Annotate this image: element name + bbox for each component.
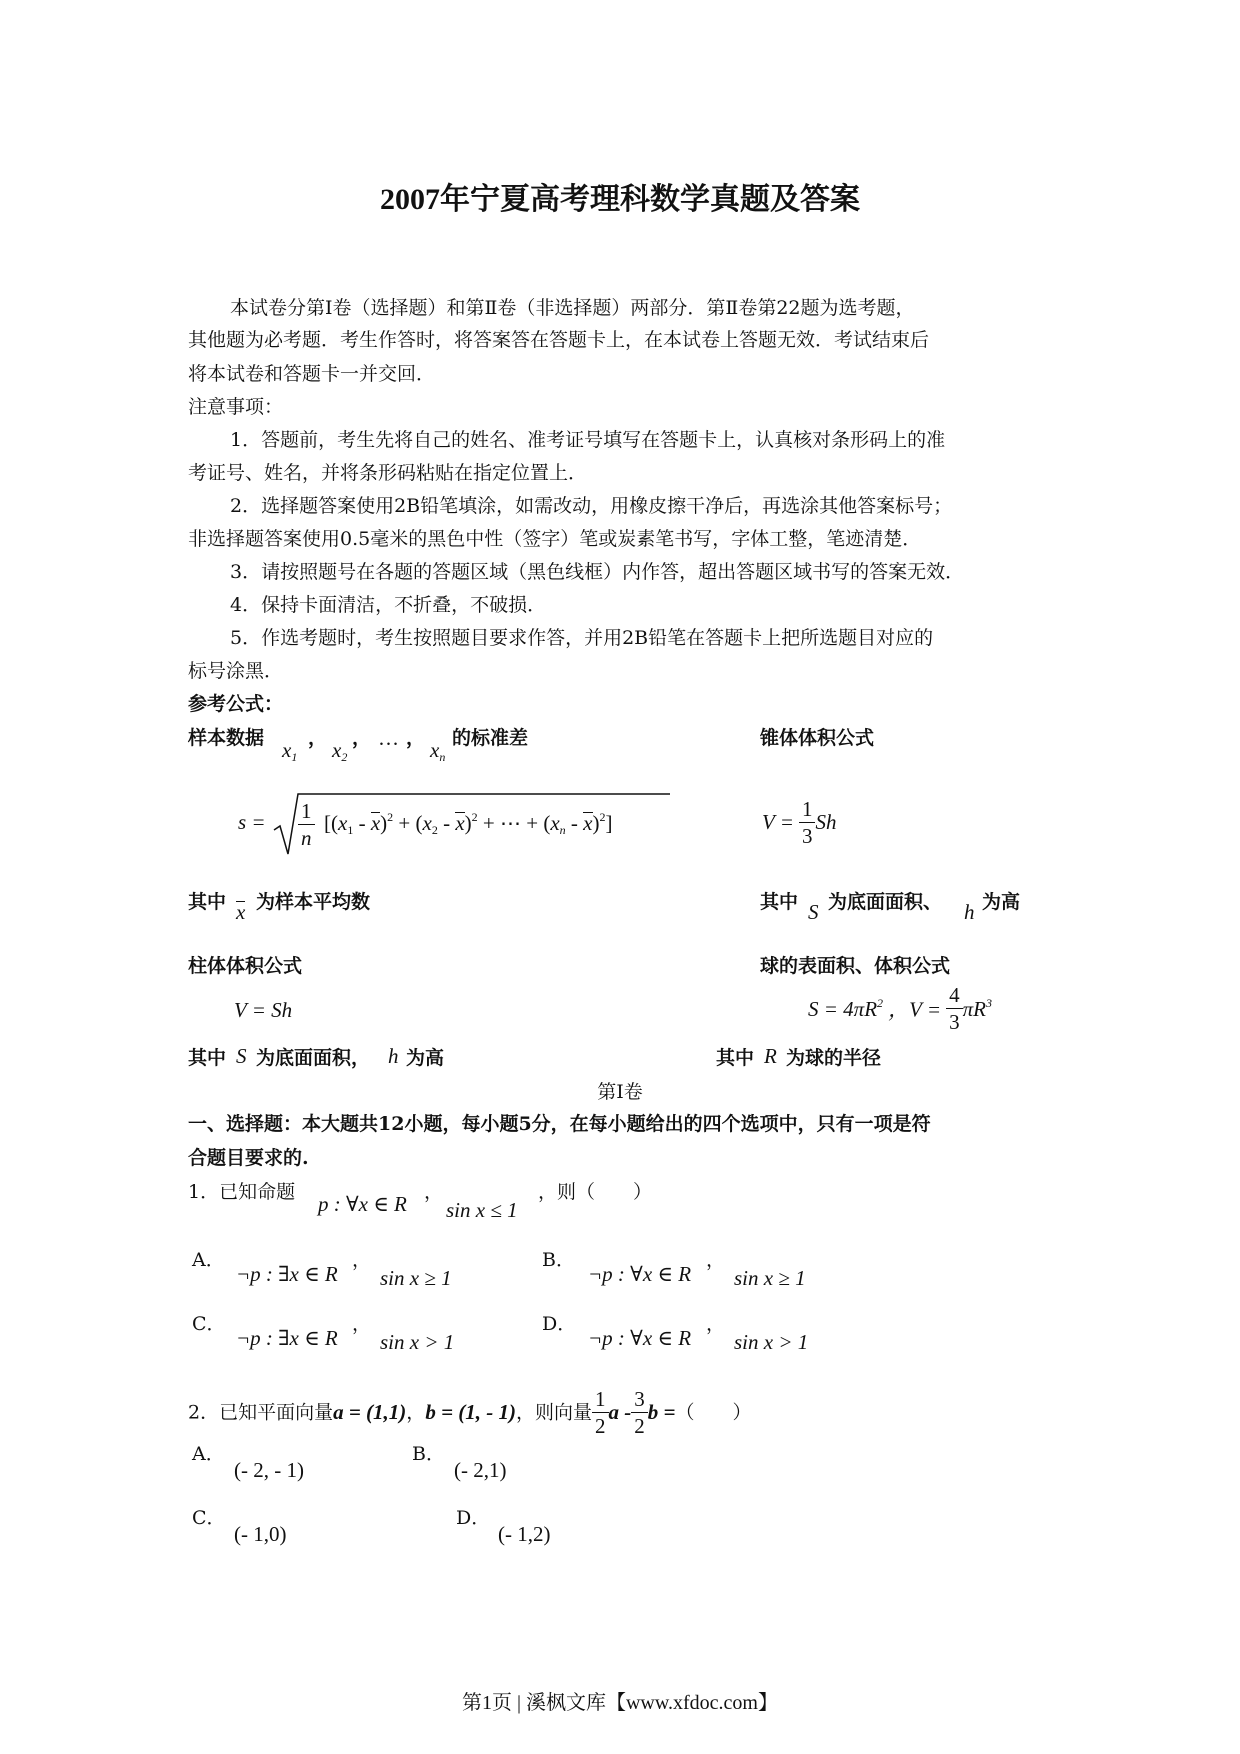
q2-stem-mid: ，则向量 (516, 1401, 593, 1424)
q1-option-A-math2: sin x ≥ 1 (380, 1266, 452, 1290)
section1-heading-line-2: 合题目要求的. (188, 1147, 309, 1169)
q1-option-A-label: A． (192, 1249, 225, 1271)
q2-option-C-value: (- 1,0) (234, 1522, 287, 1546)
sd-formula-lhs: s = (238, 810, 266, 834)
q1-option-D-math1: ¬p : ∀x ∈ R (588, 1326, 692, 1350)
prism-formula: V = Sh (234, 998, 293, 1022)
intro-line-2: 其他题为必考题．考生作答时，将答案答在答题卡上，在本试卷上答题无效．考试结束后 (188, 329, 930, 351)
sd-formula-frac: $\frac{1}{n}$ (298, 798, 315, 851)
q1-stem-math1: p : ∀x ∈ R (318, 1192, 407, 1216)
q1-option-C-label: C． (192, 1313, 226, 1335)
sphere-area: $S = 4\pi R^2$ (808, 995, 884, 1021)
sd-comma-1: ， (308, 727, 328, 749)
q1-option-C-math2: sin x > 1 (380, 1330, 455, 1354)
q2-vec-a: a = (1,1) (333, 1400, 407, 1424)
sphere-note-pre: 其中 (716, 1047, 755, 1069)
q1-stem-pre: 1．已知命题 (188, 1181, 296, 1203)
q2-option-A-value: (- 2, - 1) (234, 1458, 304, 1482)
sd-x1: $x_1$ (282, 738, 298, 764)
cone-formula-frac: $\frac{1}{3}$ (799, 796, 816, 849)
sd-label-pre: 样本数据 (188, 727, 265, 749)
notice-heading: 注意事项： (188, 396, 284, 418)
q1-stem-comma: ， (424, 1181, 444, 1203)
notice-item-2-line-1: 2．选择题答案使用2B铅笔填涂，如需改动，用橡皮擦干净后，再选涂其他答案标号； (230, 495, 953, 517)
notice-item-3: 3．请按照题号在各题的答题区域（黑色线框）内作答，超出答题区域书写的答案无效． (230, 561, 965, 583)
intro-line-3: 将本试卷和答题卡一并交回． (188, 363, 436, 385)
sd-x2: $x_2$ (332, 738, 348, 764)
notice-item-5-line-1: 5．作选考题时，考生按照题目要求作答，并用2B铅笔在答题卡上把所选题目对应的 (230, 627, 934, 649)
prism-note-post: 为高 (406, 1047, 445, 1069)
sd-label (188, 724, 264, 752)
q2-option-C-label: C． (192, 1507, 226, 1529)
q2-vec-b: b = (1, - 1) (425, 1400, 517, 1424)
cone-note-pre: 其中 (760, 891, 799, 913)
q2-stem-pre: 2．已知平面向量 (188, 1401, 334, 1424)
q1-option-B-comma: ， (706, 1249, 726, 1271)
q1-stem-post: ，则（ ） (538, 1181, 653, 1203)
sphere-frac: $\frac{4}{3}$ (946, 982, 963, 1035)
q1-option-D-label: D． (542, 1313, 577, 1335)
sphere-label: 球的表面积、体积公式 (760, 955, 951, 977)
cone-note-mid: 为底面面积、 (828, 891, 943, 913)
sphere-note-post: 为球的半径 (786, 1047, 882, 1069)
sd-formula-body: [$(x_1 - x)^2 + (x_2 - x)^2$ + ⋯ + $(x_n - x)^2$] (324, 810, 613, 837)
notice-item-1-line-1: 1．答题前，考生先将自己的姓名、准考证号填写在答题卡上，认真核对条形码上的准 (230, 429, 946, 451)
cone-note-h: h (964, 900, 975, 924)
mean-note-post: 为样本平均数 (256, 891, 371, 913)
prism-note-pre: 其中 (188, 1047, 227, 1069)
cone-label: 锥体体积公式 (760, 727, 875, 749)
q1-option-B-math2: sin x ≥ 1 (734, 1266, 806, 1290)
q2-frac-2: $\frac{3}{2}$ (631, 1386, 648, 1439)
q2-option-B-value: (- 2,1) (454, 1458, 507, 1482)
sd-label-post: 的标准差 (452, 727, 529, 749)
q1-stem-math2: sin x ≤ 1 (446, 1198, 518, 1222)
notice-item-2-line-2: 非选择题答案使用0.5毫米的黑色中性（签字）笔或炭素笔书写，字体工整，笔迹清楚． (188, 528, 922, 550)
mean-xbar: x (236, 900, 246, 924)
sphere-volume-rhs: $\pi R^3$ (962, 995, 992, 1021)
prism-note-mid: 为底面面积， (256, 1047, 371, 1069)
prism-note-S: S (236, 1044, 247, 1068)
q2-option-A-label: A． (192, 1443, 225, 1465)
q2-stem-post: （ ） (675, 1401, 752, 1424)
q2-frac-1: $\frac{1}{2}$ (592, 1386, 609, 1439)
q1-option-D-math2: sin x > 1 (734, 1330, 809, 1354)
section1-heading-line-1: 一、选择题：本大题共12小题，每小题5分，在每小题给出的四个选项中，只有一项是符 (188, 1113, 931, 1135)
formulas-heading: 参考公式： (188, 693, 284, 715)
notice-item-1-line-2: 考证号、姓名，并将条形码粘贴在指定位置上． (188, 462, 588, 484)
notice-item-5-line-2: 标号涂黑． (188, 660, 284, 682)
q2-stem: 2．已知平面向量a = (1,1)，b = (1, - 1)，则向量 $\frac{1}{2}$ a - $\frac{3}{2}$ b =（ ） (188, 1387, 752, 1438)
page-title: 2007年宁夏高考理科数学真题及答案 (380, 183, 860, 216)
sd-formula (232, 790, 672, 860)
q2-option-D-value: (- 1,2) (498, 1522, 551, 1546)
q1-option-A-math1: ¬p : ∃x ∈ R (236, 1262, 338, 1286)
mean-note-pre: 其中 (188, 891, 227, 913)
volume-label: 第Ⅰ卷 (597, 1081, 643, 1103)
q1-option-C-comma: ， (352, 1313, 372, 1335)
sd-comma-3: ， (406, 727, 426, 749)
q2-option-D-label: D． (456, 1507, 491, 1529)
cone-note-post: 为高 (982, 891, 1021, 913)
notice-item-4: 4．保持卡面清洁，不折叠，不破损． (230, 594, 547, 616)
intro-line-1: 本试卷分第Ⅰ卷（选择题）和第Ⅱ卷（非选择题）两部分．第Ⅱ卷第22题为选考题， (230, 297, 915, 319)
cone-formula: V = $\frac{1}{3}$ Sh (762, 797, 837, 848)
cone-note-S: S (808, 900, 819, 924)
q1-option-B-math1: ¬p : ∀x ∈ R (588, 1262, 692, 1286)
sd-comma-2: ， (352, 727, 372, 749)
sphere-note-R: R (764, 1044, 777, 1068)
sd-xn: $x_n$ (430, 738, 446, 764)
q2-option-B-label: B． (412, 1443, 445, 1465)
sphere-formula: $S = 4\pi R^2$ ，V = $\frac{4}{3}$ $\pi R^3$ (808, 983, 992, 1034)
page-footer: 第1页 | 溪枫文库【www.xfdoc.com】 (461, 1692, 778, 1714)
prism-label: 柱体体积公式 (188, 955, 303, 977)
q1-option-B-label: B． (542, 1249, 575, 1271)
q1-option-A-comma: ， (352, 1249, 372, 1271)
q1-option-D-comma: ， (706, 1313, 726, 1335)
prism-note-h: h (388, 1044, 399, 1068)
sd-dots: … (378, 726, 399, 750)
q1-option-C-math1: ¬p : ∃x ∈ R (236, 1326, 338, 1350)
